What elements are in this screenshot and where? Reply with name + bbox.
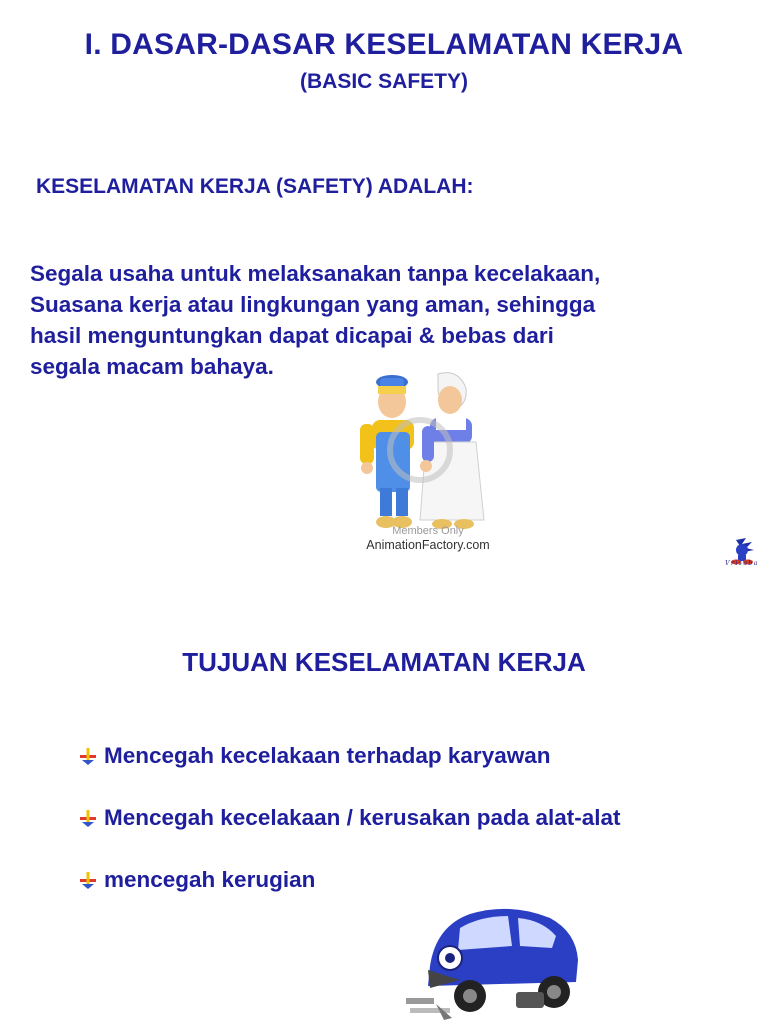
definition-heading: KESELAMATAN KERJA (SAFETY) ADALAH:	[36, 175, 474, 198]
goal-item	[78, 743, 550, 769]
goal-item-text: Mencegah kecelakaan terhadap karyawan	[104, 743, 551, 768]
watermark-members-only: Members Only	[392, 525, 464, 537]
credit-animationfactory: AnimationFactory.com	[366, 538, 490, 552]
definition-line: Segala usaha untuk melaksanakan tanpa kecelakaan,	[30, 261, 601, 286]
page-subtitle: (BASIC SAFETY)	[300, 70, 468, 93]
definition-line: Suasana kerja atau lingkungan yang aman, sehingga	[30, 292, 596, 317]
goals-heading: TUJUAN KESELAMATAN KERJA	[182, 647, 586, 677]
plus-arrow-bullet-icon	[78, 870, 98, 890]
definition-paragraph	[30, 258, 750, 382]
goal-item	[78, 867, 315, 893]
plus-arrow-bullet-icon	[78, 746, 98, 766]
logo-text: Vrisaba	[725, 560, 759, 567]
dutch-couple-clipart-icon	[350, 370, 490, 535]
goal-item-text: Mencegah kecelakaan / kerusakan pada alat-alat	[104, 805, 621, 830]
plus-arrow-bullet-icon	[78, 808, 98, 828]
page-title: I. DASAR-DASAR KESELAMATAN KERJA	[84, 28, 684, 61]
goal-item	[78, 805, 621, 831]
definition-line: segala macam bahaya.	[30, 354, 274, 379]
broken-car-clipart-icon	[400, 896, 586, 1024]
definition-line: hasil menguntungkan dapat dicapai & bebas dari	[30, 323, 554, 348]
goal-item-text: mencegah kerugian	[104, 867, 316, 892]
